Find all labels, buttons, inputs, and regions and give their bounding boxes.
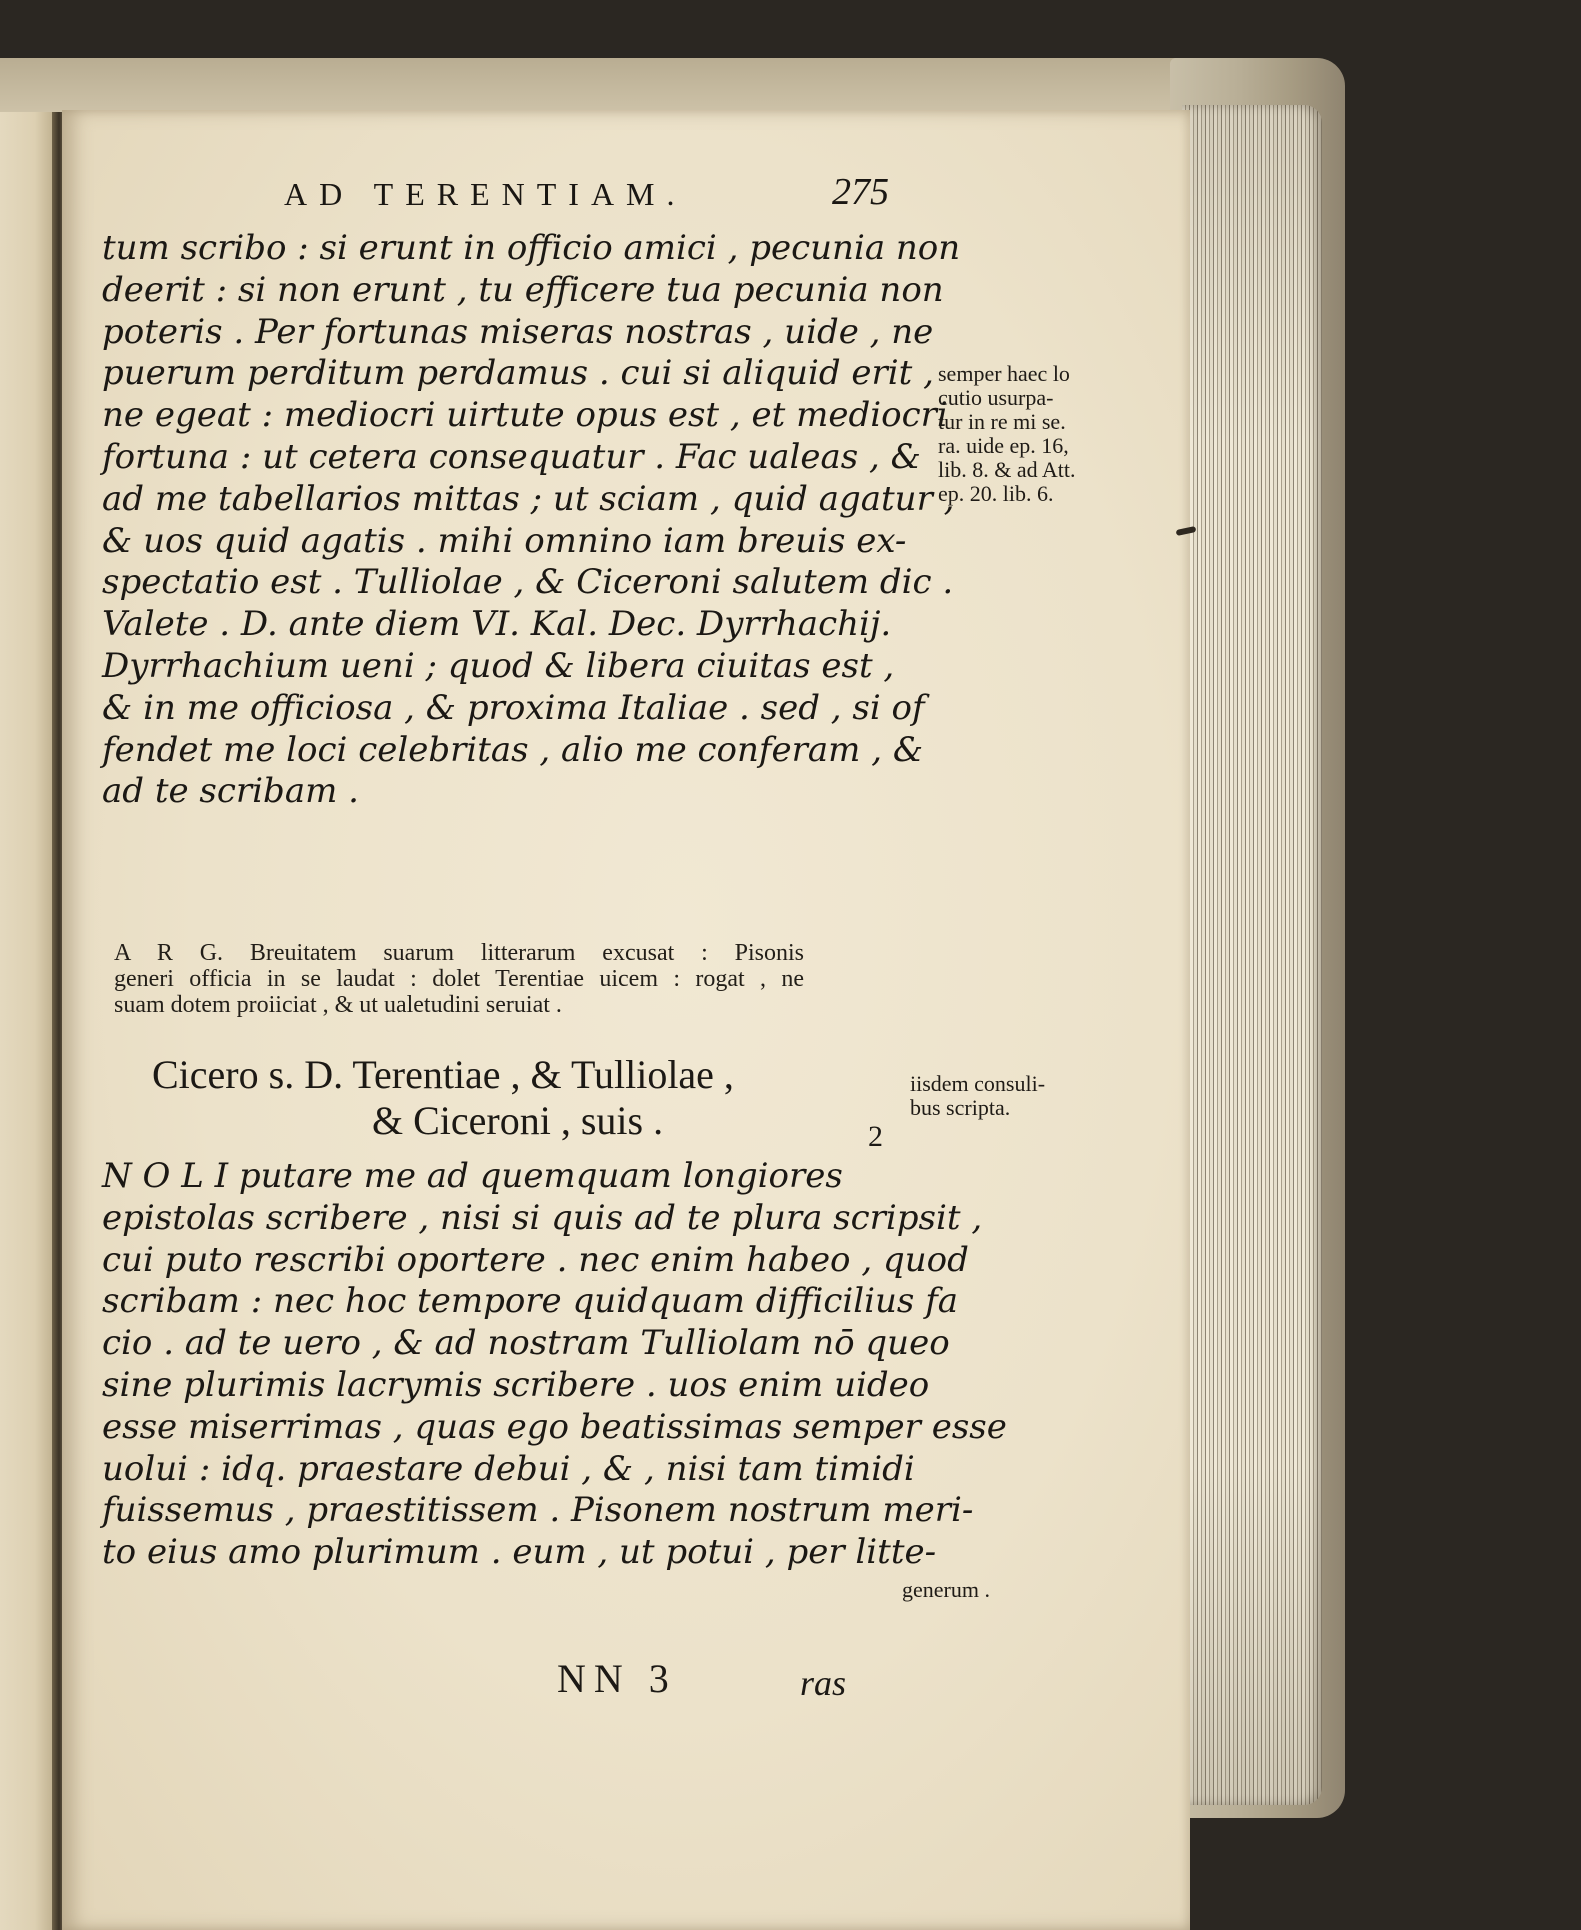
letter-heading-line: & Ciceroni , suis . [372,1098,664,1143]
text-line: esse miserrimas , quas ego beatissimas semper esse [102,1406,1007,1447]
margin-note: generum . [902,1577,990,1602]
book-page [62,110,1190,1930]
text-line: fendet me loci celebritas , alio me conferam , & [102,729,924,770]
text-line: sine plurimis lacrymis scribere . uos enim uideo [102,1364,930,1405]
margin-note-line: tur in re mi se. [938,409,1066,434]
text-line: & in me officiosa , & proxima Italiae . sed , si of [102,687,925,728]
text-line: poteris . Per fortunas miseras nostras , uide , ne [102,311,934,352]
text-line: fortuna : ut cetera consequatur . Fac ualeas , & [102,436,921,477]
left-page-edge [0,112,58,1930]
text-line: & uos quid agatis . mihi omnino iam breuis ex- [102,520,907,561]
argument-summary [114,940,804,1018]
text-line: fuissemus , praestitissem . Pisonem nostrum meri- [102,1490,974,1531]
margin-note-line: cutio usurpa- [938,385,1054,410]
text-line: Valete . D. ante diem VI. Kal. Dec. Dyrrhachij. [102,604,892,645]
text-line: cio . ad te uero , & ad nostram Tulliolam nō queo [102,1323,950,1364]
text-block-letter-2 [102,1156,1007,1574]
text-line: N O L I putare me ad quemquam longiores [102,1156,843,1196]
text-line: uolui : idq. praestare debui , & , nisi tam timidi [102,1448,915,1489]
running-head: AD TERENTIAM. [284,176,687,212]
margin-note-line: ra. uide ep. 16, [938,433,1069,458]
text-line: deerit : si non erunt , tu efficere tua pecunia non [102,269,944,310]
text-line: puerum perditum perdamus . cui si aliquid erit , [102,353,934,394]
margin-note [910,1072,1045,1120]
margin-note-line: semper haec lo [938,361,1070,386]
argument-line: generi officia in se laudat : dolet Terentiae uicem : rogat , ne [114,966,804,992]
text-block-letter-1-end [102,228,961,813]
margin-note-line: ep. 20. lib. 6. [938,481,1054,506]
letter-number: 2 [868,1120,883,1153]
argument-line: suam dotem proiiciat , & ut ualetudini seruiat . [114,992,562,1018]
margin-note-line: bus scripta. [910,1095,1011,1120]
margin-note-line: iisdem consuli- [910,1071,1046,1096]
text-line: to eius amo plurimum . eum , ut potui , per litte- [102,1532,937,1573]
text-line: ne egeat : mediocri uirtute opus est , et mediocri [102,395,948,436]
letter-heading-line: Cicero s. D. Terentiae , & Tulliolae , [152,1052,734,1097]
text-line: Dyrrhachium ueni ; quod & libera ciuitas est , [102,645,895,686]
text-line: spectatio est . Tulliolae , & Ciceroni salutem dic . [102,562,954,603]
catchword: ras [800,1663,847,1703]
page-number: 275 [832,171,889,213]
book-cover-top [0,58,1345,118]
text-line: cui puto rescribi oportere . nec enim habeo , quod [102,1239,969,1280]
margin-note [938,362,1076,506]
text-line: ad me tabellarios mittas ; ut sciam , quid agatur , [102,478,955,519]
margin-note-line: lib. 8. & ad Att. [938,457,1076,482]
text-line: tum scribo : si erunt in officio amici , pecunia non [102,228,961,268]
text-line: ad te scribam . [102,771,359,812]
text-line: epistolas scribere , nisi si quis ad te plura scripsit , [102,1197,983,1238]
signature-mark: NN 3 [557,1656,677,1701]
letter-heading [152,1052,802,1144]
page-stack-shade [1182,105,1322,1805]
text-line: scribam : nec hoc tempore quidquam difficilius fa [102,1281,959,1322]
argument-line: A R G. Breuitatem suarum litterarum excusat : Pisonis [114,940,804,966]
